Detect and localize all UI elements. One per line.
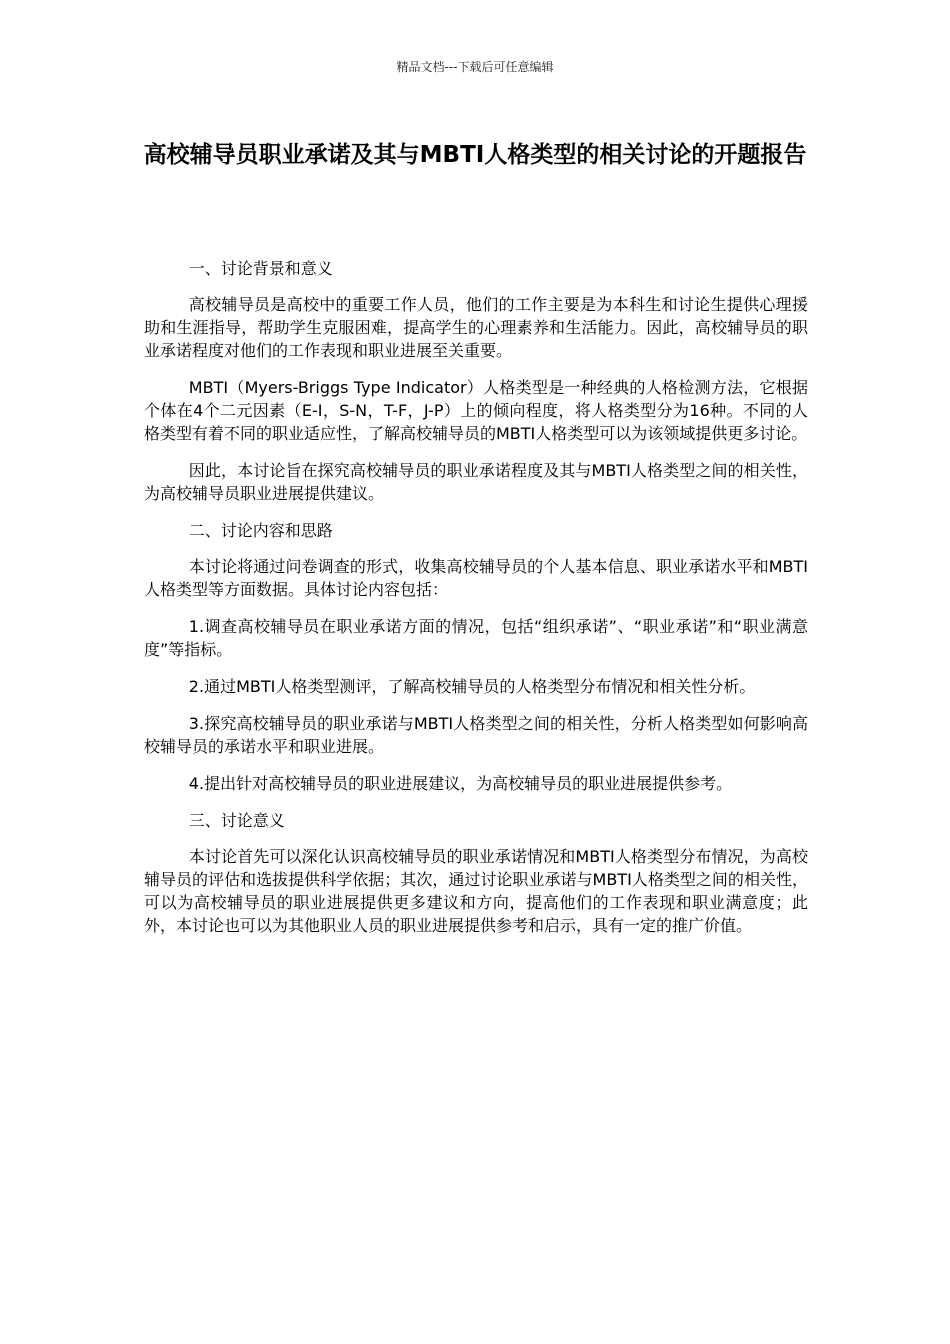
paragraph-background-1: 高校辅导员是高校中的重要工作人员，他们的工作主要是为本科生和讨论生提供心理援助和生涯指导，帮助学生克服困难，提高学生的心理素养和生活能力。因此，高校辅导员的职业承诺程度对他们的工作表现和职业进展至关重要。 — [144, 295, 808, 360]
paragraph-background-2: MBTI（Myers-Briggs Type Indicator）人格类型是一种经典的人格检测方法，它根据个体在4个二元因素（E-I，S-N，T-F，J-P）上的倾向程度，将人格类型分为16种。不同的人格类型有着不同的职业适应性，了解高校辅导员的MBTI人格类型可以为该领域提供更多讨论。 — [144, 378, 808, 443]
list-item-content-3: 3.探究高校辅导员的职业承诺与MBTI人格类型之间的相关性，分析人格类型如何影响高校辅导员的承诺水平和职业进展。 — [144, 714, 808, 756]
document-title: 高校辅导员职业承诺及其与MBTI人格类型的相关讨论的开题报告 — [143, 142, 807, 168]
section-heading-background: 一、讨论背景和意义 — [188, 259, 333, 278]
paragraph-background-3: 因此，本讨论旨在探究高校辅导员的职业承诺程度及其与MBTI人格类型之间的相关性，为高校辅导员职业进展提供建议。 — [144, 461, 808, 503]
paragraph-content-intro: 本讨论将通过问卷调查的形式，收集高校辅导员的个人基本信息、职业承诺水平和MBTI人格类型等方面数据。具体讨论内容包括： — [144, 557, 808, 599]
document-body — [144, 257, 808, 951]
paragraph-significance: 本讨论首先可以深化认识高校辅导员的职业承诺情况和MBTI人格类型分布情况，为高校辅导员的评估和选拔提供科学依据；其次，通过讨论职业承诺与MBTI人格类型之间的相关性，可以为高校辅导员的职业进展提供更多建议和方向，提高他们的工作表现和职业满意度；此外，本讨论也可以为其他职业人员的职业进展提供参考和启示，具有一定的推广价值。 — [144, 847, 808, 935]
section-heading-significance: 三、讨论意义 — [188, 811, 285, 830]
section-heading-content: 二、讨论内容和思路 — [188, 521, 333, 540]
list-item-content-4: 4.提出针对高校辅导员的职业进展建议，为高校辅导员的职业进展提供参考。 — [188, 774, 733, 793]
list-item-content-1: 1.调查高校辅导员在职业承诺方面的情况，包括“组织承诺”、“职业承诺”和“职业满意度”等指标。 — [144, 617, 808, 659]
list-item-content-2: 2.通过MBTI人格类型测评，了解高校辅导员的人格类型分布情况和相关性分析。 — [188, 677, 756, 696]
header-note: 精品文档---下载后可任意编辑 — [396, 60, 554, 74]
